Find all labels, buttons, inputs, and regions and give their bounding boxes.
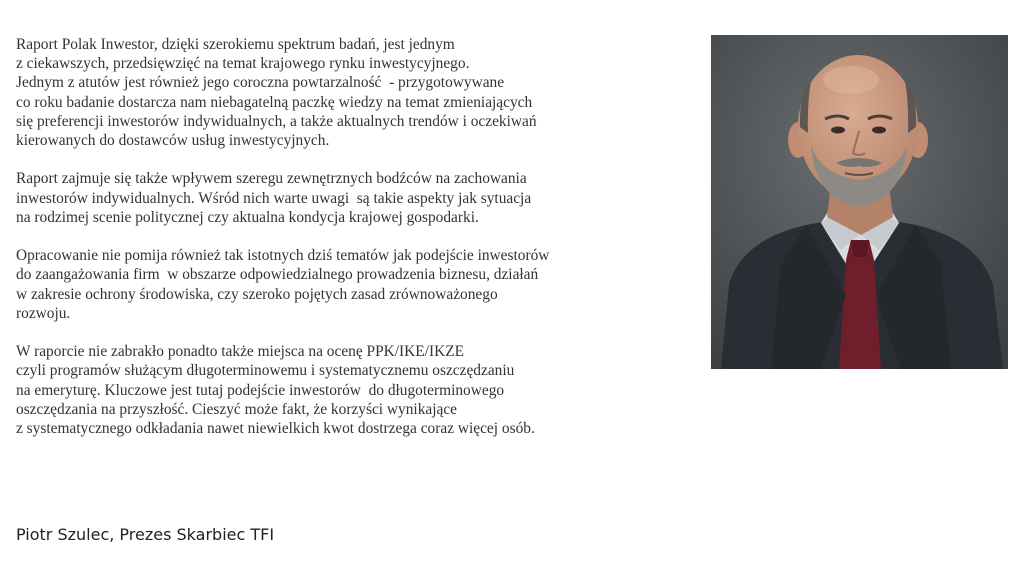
paragraph-retirement <box>16 342 706 438</box>
text-line: w zakresie ochrony środowiska, czy szeroko pojętych zasad zrównoważonego <box>16 285 498 303</box>
text-line: inwestorów indywidualnych. Wśród nich warte uwagi są takie aspekty jak sytuacja <box>16 189 532 207</box>
person-portrait-icon <box>711 35 1008 369</box>
text-line: do zaangażowania firm w obszarze odpowiedzialnego prowadzenia biznesu, działań <box>16 266 539 284</box>
text-line: na rodzimej scenie politycznej czy aktualna kondycja krajowej gospodarki. <box>16 208 479 226</box>
text-line: oszczędzania na przyszłość. Cieszyć może fakt, że korzyści wynikające <box>16 400 457 418</box>
text-line: z systematycznego odkładania nawet niewielkich kwot dostrzega coraz więcej osób. <box>16 420 535 438</box>
author-portrait <box>711 35 1008 369</box>
text-line: się preferencji inwestorów indywidualnych, a także aktualnych trendów i oczekiwań <box>16 112 537 130</box>
author-signature: Piotr Szulec, Prezes Skarbiec TFI <box>16 525 275 544</box>
text-line: Raport Polak Inwestor, dzięki szerokiemu spektrum badań, jest jednym <box>16 36 455 53</box>
paragraph-external-factors <box>16 169 706 227</box>
text-line: na emeryturę. Kluczowe jest tutaj podejście inwestorów do długoterminowego <box>16 381 505 399</box>
text-line: Raport zajmuje się także wpływem szeregu zewnętrznych bodźców na zachowania <box>16 170 527 188</box>
text-line: kierowanych do dostawców usług inwestycyjnych. <box>16 132 330 150</box>
paragraph-esg <box>16 246 706 323</box>
article-body <box>16 35 706 457</box>
text-line: rozwoju. <box>16 304 71 322</box>
text-line: czyli programów służącym długoterminowemu i systematycznemu oszczędzaniu <box>16 362 515 380</box>
text-line: z ciekawszych, przedsięwzięć na temat krajowego rynku inwestycyjnego. <box>16 55 470 73</box>
text-line: co roku badanie dostarcza nam niebagatelną paczkę wiedzy na temat zmieniających <box>16 93 533 111</box>
paragraph-intro <box>16 35 706 150</box>
text-line: W raporcie nie zabrakło ponadto także miejsca na ocenę PPK/IKE/IKZE <box>16 343 465 361</box>
text-line: Jednym z atutów jest również jego coroczna powtarzalność - przygotowywane <box>16 74 505 92</box>
text-line: Opracowanie nie pomija również tak istotnych dziś tematów jak podejście inwestorów <box>16 247 550 265</box>
